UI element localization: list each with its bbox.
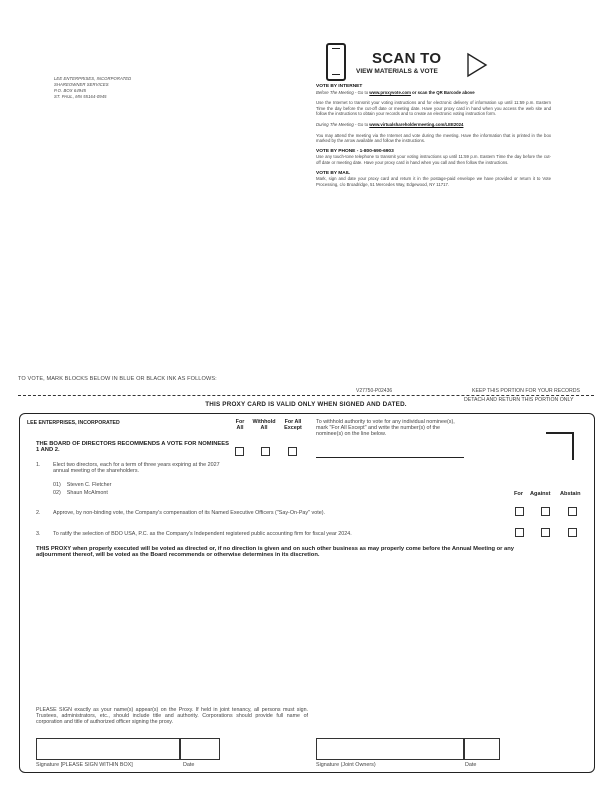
return-address-line: P.O. BOX 64945 <box>54 88 87 93</box>
return-address-line: LEE ENTERPRISES, INCORPORATED <box>54 76 132 81</box>
return-address-line: SHAREOWNER SERVICES <box>54 82 109 87</box>
nominee-1: 01) Steven C. Fletcher <box>53 482 112 488</box>
checkbox-for-all-except[interactable] <box>288 447 297 456</box>
play-arrow-icon <box>466 52 488 78</box>
during-meeting-line: During The Meeting - Go to www.virtualshareholdermeeting.com/LEE2024 <box>316 121 464 127</box>
phone-heading: VOTE BY PHONE - 1-800-690-6903 <box>316 148 394 154</box>
proxyvote-link[interactable]: www.proxyvote.com <box>369 89 411 95</box>
return-address-line: ST. PAUL, MN 55164-0945 <box>54 94 107 99</box>
before-meeting-label: Before The Meeting <box>316 89 354 95</box>
col-head-for-all-except: For All Except <box>284 419 302 431</box>
mail-body: Mark, sign and date your proxy card and return it in the postage-paid envelope we have provided or return it to Vote Processing, c/o Broadridge, 51 Mercedes Way, Edgewood, NY 11717. <box>316 176 551 187</box>
signature-box[interactable] <box>36 738 180 760</box>
col-head-for-all: For All <box>235 419 245 431</box>
voting-instructions <box>316 84 551 192</box>
scan-title: SCAN TO <box>372 50 442 67</box>
return-address <box>54 76 131 100</box>
during-meeting-body: You may attend the meeting via the Internet and vote during the meeting. Have the information that is printed in the box marked by the arrow available and follow the instructions. <box>316 132 551 144</box>
checkbox-item2-against[interactable] <box>541 507 550 516</box>
item-2-text: Approve, by non-binding vote, the Company's compensation of its Named Executive Officers ("Say-On-Pay" vote). <box>53 510 326 516</box>
checkbox-for-all[interactable] <box>235 447 244 456</box>
keep-portion-label: KEEP THIS PORTION FOR YOUR RECORDS <box>472 388 580 394</box>
joint-signature-label: Signature (Joint Owners) <box>316 762 376 768</box>
date-label: Date <box>183 762 195 768</box>
detach-portion-label: DETACH AND RETURN THIS PORTION ONLY <box>464 397 574 403</box>
internet-heading: VOTE BY INTERNET <box>316 84 363 89</box>
checkbox-item3-abstain[interactable] <box>568 528 577 537</box>
vote-head-against: Against <box>530 491 551 497</box>
item-number: 3. <box>36 531 41 537</box>
nominee-number-line[interactable] <box>316 457 464 458</box>
vote-head-for: For <box>514 491 524 497</box>
proxy-note: THIS PROXY when properly executed will be voted as directed or, if no direction is given and on such other business as may properly come before the Annual Meeting or any adjournment thereof, will be voted as the Board recommends or otherwise determines in its discretion. <box>36 546 515 559</box>
item-3-text: To ratify the selection of BDO USA, P.C. as the Company's Independent registered public accounting firm for fiscal year 2024. <box>53 531 352 537</box>
phone-icon <box>326 43 346 81</box>
joint-date-label: Date <box>465 762 477 768</box>
virtual-meeting-link[interactable]: www.virtualshareholdermeeting.com/LEE2024 <box>369 121 464 127</box>
corner-mark <box>546 432 574 460</box>
valid-note: THIS PROXY CARD IS VALID ONLY WHEN SIGNED AND DATED. <box>205 401 407 408</box>
internet-body: Use the Internet to transmit your voting instructions and for electronic delivery of information up until 11:59 p.m. Eastern Time the day before the cut-off date or meeting date. Have your proxy card in hand when you access the web site and follow the instructions to obtain your records and to create an electronic voting instruction form. <box>316 100 551 117</box>
item-number: 2. <box>36 510 41 516</box>
scan-subtitle: VIEW MATERIALS & VOTE <box>356 68 438 75</box>
checkbox-withhold-all[interactable] <box>261 447 270 456</box>
during-meeting-label: During The Meeting <box>316 121 354 127</box>
control-number: V27750-P02436 <box>356 388 393 394</box>
vote-head-abstain: Abstain <box>560 491 581 497</box>
joint-signature-box[interactable] <box>316 738 464 760</box>
signature-label: Signature [PLEASE SIGN WITHIN BOX] <box>36 762 133 768</box>
mail-heading: VOTE BY MAIL <box>316 170 351 176</box>
date-box[interactable] <box>180 738 220 760</box>
checkbox-item2-for[interactable] <box>515 507 524 516</box>
board-recommendation: THE BOARD OF DIRECTORS RECOMMENDS A VOTE FOR NOMINEES 1 AND 2. <box>36 441 230 454</box>
checkbox-item3-for[interactable] <box>515 528 524 537</box>
joint-date-box[interactable] <box>464 738 500 760</box>
mark-instructions: TO VOTE, MARK BLOCKS BELOW IN BLUE OR BLACK INK AS FOLLOWS: <box>18 376 217 382</box>
before-meeting-line: Before The Meeting - Go to www.proxyvote.com or scan the QR Barcode above <box>316 89 475 95</box>
detach-line <box>18 395 594 396</box>
checkbox-item2-abstain[interactable] <box>568 507 577 516</box>
checkbox-item3-against[interactable] <box>541 528 550 537</box>
sign-instructions: PLEASE SIGN exactly as your name(s) appear(s) on the Proxy. If held in joint tenancy, all persons must sign. Trustees, administrators, etc., should include title and authority. Corporations should provide full name of corporation and title of authorized officer signing the proxy. <box>36 707 308 725</box>
nominee-2: 02) Shaun McAlmont <box>53 490 108 496</box>
item-1-text: Elect two directors, each for a term of three years expiring at the 2027 annual meeting of the shareholders. <box>53 462 220 474</box>
item-number: 1. <box>36 462 41 468</box>
card-company-name: LEE ENTERPRISES, INCORPORATED <box>27 420 120 426</box>
col-head-withhold-all: Withhold All <box>252 419 276 431</box>
phone-body: Use any touch-tone telephone to transmit your voting instructions up until 11:59 p.m. Eastern Time the day before the cut-off date or meeting date. Have your proxy card in hand when you call and then follow the instructions. <box>316 154 551 165</box>
withhold-instructions: To withhold authority to vote for any individual nominee(s), mark "For All Except" and write the number(s) of the nominee(s) on the line below. <box>316 419 455 437</box>
